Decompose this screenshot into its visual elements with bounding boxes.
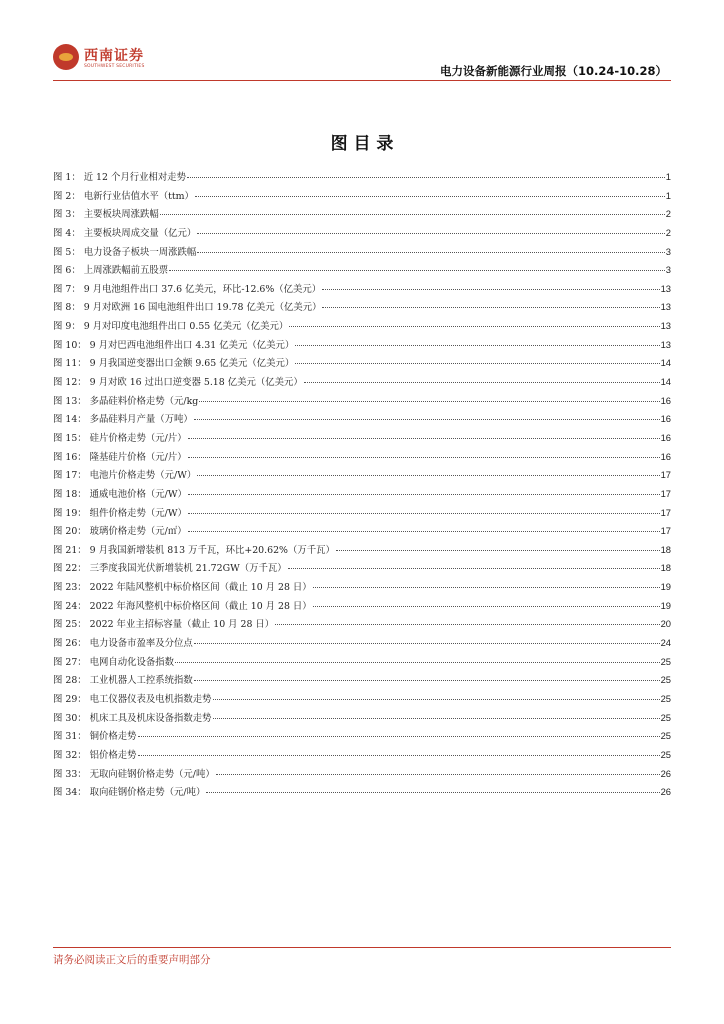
toc-entry[interactable] [53,523,671,542]
toc-page-number: 14 [660,376,671,388]
toc-dot-leader [213,718,660,719]
toc-dot-leader [313,587,660,588]
toc-page-number: 20 [660,618,671,630]
toc-entry[interactable] [53,784,671,803]
toc-dot-leader [169,270,665,271]
toc-figure-title: 9 月对欧洲 16 国电池组件出口 19.78 亿美元（亿美元） [83,302,322,314]
toc-figure-title: 2022 年海风整机中标价格区间（截止 10 月 28 日） [89,600,312,612]
toc-entry[interactable] [53,206,671,225]
toc-page-number: 16 [660,394,671,406]
toc-figure-number: 图 18： [53,488,87,500]
toc-page-number: 16 [660,413,671,425]
toc-page-number: 3 [665,264,671,276]
toc-figure-number: 图 8： [53,302,81,314]
toc-figure-title: 近 12 个月行业相对走势 [83,172,186,183]
toc-page-number: 25 [660,655,671,667]
toc-entry[interactable] [53,579,671,598]
toc-entry[interactable] [53,374,671,393]
toc-figure-title: 9 月对印度电池组件出口 0.55 亿美元（亿美元） [83,321,289,333]
toc-figure-number: 图 21： [53,544,87,556]
toc-figure-title: 电池片价格走势（元/W） [89,470,197,482]
toc-figure-number: 图 24： [53,600,87,612]
toc-figure-title: 铝价格走势 [89,749,137,761]
toc-figure-title: 电网自动化设备指数 [89,656,175,668]
toc-entry[interactable] [53,169,671,188]
report-title: 电力设备新能源行业周报（10.24-10.28） [439,64,667,78]
toc-dot-leader [197,475,659,476]
toc-dot-leader [313,606,660,607]
toc-page-number: 17 [660,525,671,537]
toc-figure-title: 三季度我国光伏新增装机 21.72GW（万千瓦） [89,563,287,575]
toc-dot-leader [289,326,659,327]
toc-figure-number: 图 14： [53,414,87,426]
toc-entry[interactable] [53,393,671,412]
toc-figure-title: 9 月我国新增装机 813 万千瓦，环比+20.62%（万千瓦） [89,544,335,556]
toc-figure-title: 通威电池价格（元/W） [89,488,187,500]
toc-figure-title: 多晶硅料价格走势（元/kg [89,395,199,407]
toc-figure-number: 图 22： [53,563,87,575]
toc-entry[interactable] [53,505,671,524]
toc-figure-title: 9 月对欧 16 过出口逆变器 5.18 亿美元（亿美元） [89,377,303,389]
toc-figure-number: 图 23： [53,582,87,594]
toc-page-number: 17 [660,487,671,499]
toc-dot-leader [138,736,660,737]
toc-figure-title: 主要板块周涨跌幅 [83,209,159,221]
toc-dot-leader [188,494,660,495]
toc-page-number: 25 [660,674,671,686]
toc-dot-leader [197,233,665,234]
toc-page-number: 13 [660,338,671,350]
toc-figure-number: 图 34： [53,787,87,799]
toc-figure-number: 图 29： [53,693,87,705]
toc-figure-number: 图 33： [53,768,87,780]
toc-figure-title: 取向硅钢价格走势（元/吨） [89,787,206,799]
toc-page-number: 24 [660,637,671,649]
toc-entry[interactable] [53,467,671,486]
toc-dot-leader [206,792,659,793]
toc-page-number: 19 [660,581,671,593]
toc-entry[interactable] [53,299,671,318]
toc-page-number: 26 [660,786,671,798]
toc-entry[interactable] [53,411,671,430]
toc-figure-title: 隆基硅片价格（元/片） [89,451,187,463]
toc-figure-title: 玻璃价格走势（元/㎡） [89,526,187,538]
toc-entry[interactable] [53,616,671,635]
toc-figure-title: 9 月对巴西电池组件出口 4.31 亿美元（亿美元） [89,339,295,351]
toc-entry[interactable] [53,560,671,579]
toc-entry[interactable] [53,710,671,729]
toc-figure-title: 2022 年业主招标容量（截止 10 月 28 日） [89,619,275,631]
toc-entry[interactable] [53,281,671,300]
toc-figure-title: 电力设备市盈率及分位点 [89,638,193,650]
toc-page-number: 2 [665,226,671,238]
toc-figure-number: 图 27： [53,656,87,668]
toc-entry[interactable] [53,728,671,747]
header-divider [53,80,671,81]
toc-figure-title: 9 月电池组件出口 37.6 亿美元，环比-12.6%（亿美元） [83,283,322,295]
toc-figure-number: 图 17： [53,470,87,482]
toc-figure-number: 图 6： [53,265,81,277]
toc-dot-leader [336,550,660,551]
toc-dot-leader [322,307,659,308]
toc-dot-leader [295,363,659,364]
toc-figure-number: 图 13： [53,395,87,407]
toc-dot-leader [216,774,660,775]
toc-figure-title: 铜价格走势 [89,731,137,743]
toc-figure-number: 图 3： [53,209,81,221]
toc-figure-title: 硅片价格走势（元/片） [89,432,187,444]
toc-figure-number: 图 20： [53,526,87,538]
toc-dot-leader [194,643,660,644]
toc-page-number: 16 [660,450,671,462]
toc-page-number: 17 [660,506,671,518]
toc-figure-number: 图 31： [53,731,87,743]
toc-entry[interactable] [53,542,671,561]
figure-table-of-contents [53,169,671,803]
toc-figure-number: 图 32： [53,749,87,761]
toc-entry[interactable] [53,188,671,207]
toc-figure-number: 图 5： [53,246,81,258]
toc-figure-number: 图 19： [53,507,87,519]
toc-figure-title: 主要板块周成交量（亿元） [83,227,197,239]
toc-page-number: 25 [660,711,671,723]
toc-dot-leader [138,755,660,756]
toc-page-number: 2 [665,208,671,220]
toc-entry[interactable] [53,449,671,468]
toc-page-number: 26 [660,767,671,779]
toc-figure-number: 图 12： [53,377,87,389]
toc-figure-title: 电力设备子板块一周涨跌幅 [83,246,197,258]
toc-page-number: 25 [660,748,671,760]
toc-entry[interactable] [53,337,671,356]
toc-figure-number: 图 1： [53,172,81,183]
toc-dot-leader [188,457,660,458]
toc-dot-leader [175,662,660,663]
logo-name: 西南证券 [84,48,144,64]
toc-page-number: 25 [660,692,671,704]
toc-entry[interactable] [53,635,671,654]
toc-page-number: 3 [665,245,671,257]
toc-entry[interactable] [53,244,671,263]
toc-dot-leader [194,419,660,420]
toc-page-number: 19 [660,599,671,611]
toc-figure-title: 电新行业估值水平（ttm） [83,190,194,202]
toc-dot-leader [194,680,660,681]
toc-figure-title: 2022 年陆风整机中标价格区间（截止 10 月 28 日） [89,582,312,594]
toc-figure-title: 工业机器人工控系统指数 [89,675,193,687]
toc-page-number: 18 [660,562,671,574]
toc-figure-title: 多晶硅料月产量（万吨） [89,414,193,426]
toc-figure-number: 图 10： [53,339,87,351]
toc-figure-number: 图 15： [53,432,87,444]
toc-page-number: 25 [660,730,671,742]
toc-entry[interactable] [53,318,671,337]
toc-dot-leader [295,345,659,346]
toc-page-number: 13 [660,301,671,313]
toc-dot-leader [160,214,665,215]
page-title: 图 目 录 [330,134,394,154]
logo-subtitle: SOUTHWEST SECURITIES [84,64,145,69]
toc-entry[interactable] [53,654,671,673]
toc-figure-number: 图 25： [53,619,87,631]
toc-figure-number: 图 4： [53,227,81,239]
toc-entry[interactable] [53,262,671,281]
toc-entry[interactable] [53,691,671,710]
toc-figure-number: 图 2： [53,190,81,202]
toc-page-number: 13 [660,282,671,294]
footer-disclaimer: 请务必阅读正文后的重要声明部分 [53,954,211,966]
toc-page-number: 1 [665,189,671,201]
footer-divider [53,947,671,948]
toc-figure-title: 电工仪器仪表及电机指数走势 [89,693,212,705]
toc-dot-leader [288,568,660,569]
toc-entry[interactable] [53,355,671,374]
toc-figure-number: 图 7： [53,283,81,295]
toc-figure-number: 图 9： [53,321,81,333]
toc-figure-title: 无取向硅钢价格走势（元/吨） [89,768,215,780]
toc-figure-number: 图 11： [53,358,87,370]
toc-page-number: 14 [660,357,671,369]
logo-emblem-icon [53,44,79,70]
company-logo [53,44,163,76]
toc-entry[interactable] [53,598,671,617]
toc-figure-number: 图 30： [53,712,87,724]
toc-entry[interactable] [53,766,671,785]
toc-figure-number: 图 28： [53,675,87,687]
toc-dot-leader [195,196,665,197]
toc-figure-number: 图 16： [53,451,87,463]
toc-page-number: 1 [665,171,671,182]
toc-figure-title: 机床工具及机床设备指数走势 [89,712,212,724]
toc-figure-title: 上周涨跌幅前五股票 [83,265,169,277]
toc-entry[interactable] [53,225,671,244]
toc-page-number: 18 [660,543,671,555]
toc-dot-leader [213,699,660,700]
toc-dot-leader [188,513,660,514]
toc-entry[interactable] [53,430,671,449]
toc-figure-title: 9 月我国逆变器出口金额 9.65 亿美元（亿美元） [89,358,295,370]
toc-dot-leader [304,382,660,383]
toc-page-number: 16 [660,431,671,443]
toc-figure-title: 组件价格走势（元/W） [89,507,187,519]
toc-dot-leader [187,177,665,178]
toc-dot-leader [199,401,659,402]
toc-entry[interactable] [53,672,671,691]
toc-entry[interactable] [53,747,671,766]
toc-figure-number: 图 26： [53,638,87,650]
toc-dot-leader [322,289,659,290]
toc-dot-leader [197,252,665,253]
toc-dot-leader [188,531,660,532]
toc-entry[interactable] [53,486,671,505]
toc-dot-leader [188,438,660,439]
toc-page-number: 17 [660,469,671,481]
toc-dot-leader [275,624,659,625]
toc-page-number: 13 [660,320,671,332]
